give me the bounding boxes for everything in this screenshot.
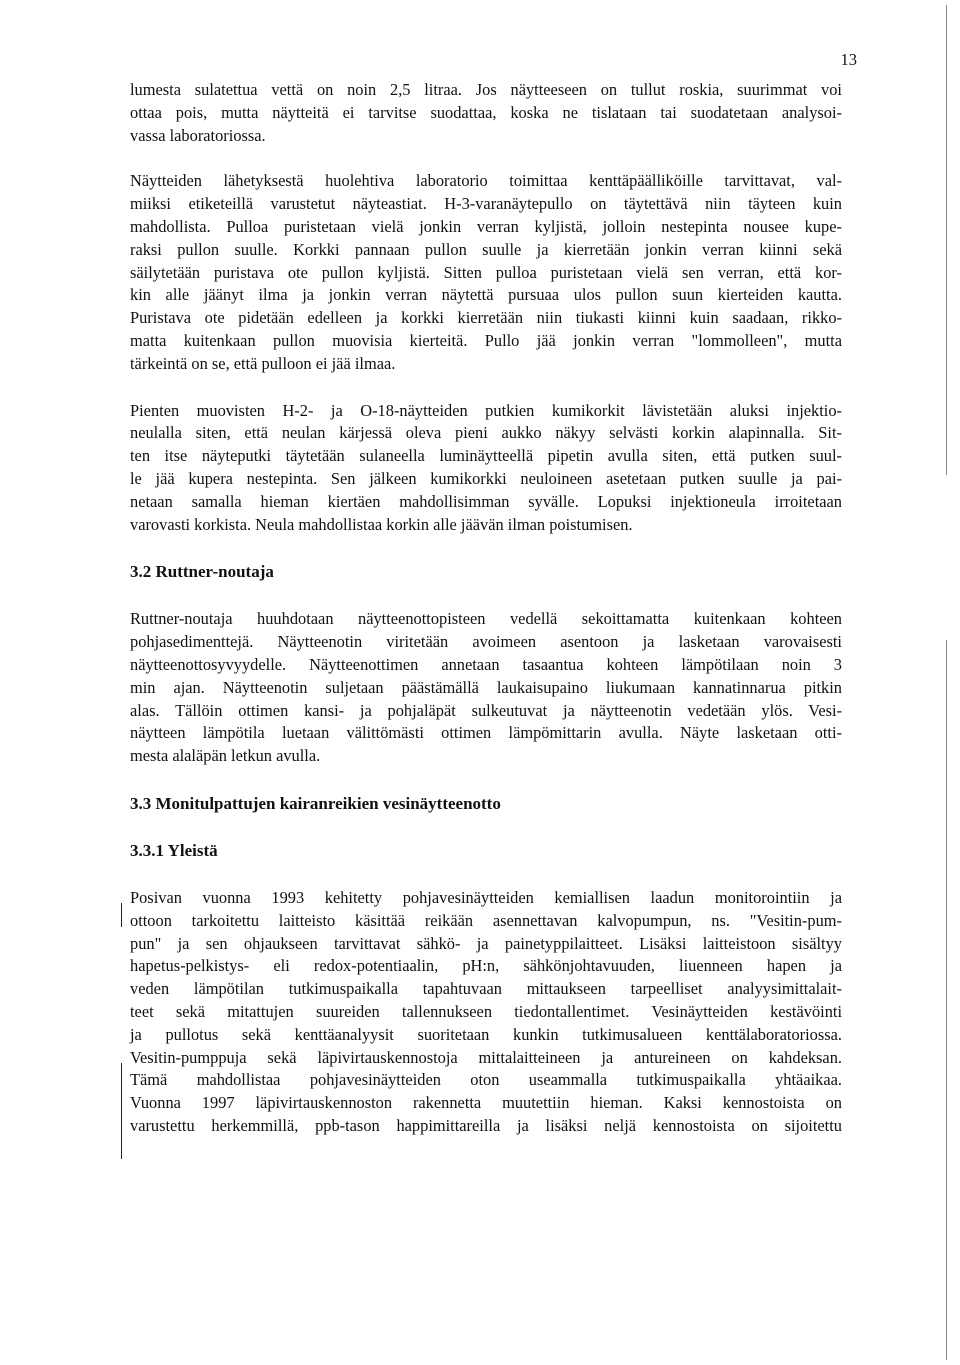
text-line: ja pullotus sekä kenttäanalyysit suoritetaan kunkin tutkimusalueen kenttälaboratoriossa. bbox=[130, 1024, 842, 1044]
paragraph-snow-sample bbox=[130, 79, 842, 147]
text-line: alas. Tällöin ottimen kansi- ja pohjaläpät sulkeutuvat ja näytteenotin vedetään ylös. Vesi- bbox=[130, 700, 842, 720]
text-line: Näytteiden lähetyksestä huolehtiva laboratorio toimittaa kenttäpäälliköille tarvittavat, val- bbox=[130, 171, 842, 191]
text-line: vassa laboratoriossa. bbox=[130, 125, 266, 145]
paragraph-tube-filling bbox=[130, 400, 842, 537]
text-line: tärkeintä on se, että pulloon ei jää ilmaa. bbox=[130, 353, 396, 373]
change-bar-1 bbox=[121, 903, 122, 927]
text-line: mahdollista. Pulloa puristetaan vielä jonkin verran kyljistä, jolloin nestepinta nousee kupe- bbox=[130, 216, 842, 236]
text-line: näytteenottosyvyydelle. Näytteenottimen annetaan tasaantua kohteen lämpötilaan noin 3 bbox=[130, 654, 842, 674]
text-line: Ruttner-noutaja huuhdotaan näytteenottopisteen vedellä sekoittamatta kuitenkaan kohteen bbox=[130, 609, 842, 629]
text-line: mesta alaläpän letkun avulla. bbox=[130, 746, 321, 766]
text-line: ottaa pois, mutta näytteitä ei tarvitse suodattaa, koska ne tislataan tai suodatetaan analysoi- bbox=[130, 102, 842, 122]
text-line: ten itse näyteputki täytetään sulaneella luminäytteellä pipetin avulla siten, että putken suul- bbox=[130, 446, 842, 466]
page-number: 13 bbox=[840, 50, 857, 69]
text-line: lumesta sulatettua vettä on noin 2,5 litraa. Jos näytteeseen on tullut roskia, suurimmat voi bbox=[130, 80, 842, 99]
text-line: kin alle jäänyt ilma ja jonkin verran näytettä pursuaa ulos pullon suun kierteiden kautta. bbox=[130, 285, 842, 305]
text-line: min ajan. Näytteenotin suljetaan päästämällä laukaisupaino liukumaan kannatinnarua pitkin bbox=[130, 677, 842, 697]
text-line: pun" ja sen ohjaukseen tarvittavat sähkö- ja painetyppilaitteet. Lisäksi laitteistoon sisältyy bbox=[130, 933, 842, 953]
text-line: hapetus-pelkistys- eli redox-potentiaalin, pH:n, sähkönjohtavuuden, liuenneen hapen ja bbox=[130, 956, 842, 976]
text-line: varustettu herkemmillä, ppb-tason happimittareilla ja lisäksi neljä kennostoista on sijoitettu bbox=[130, 1115, 842, 1135]
paragraph-posiva-equipment bbox=[130, 887, 842, 1138]
text-line: le jää kupera nestepinta. Sen jälkeen kumikorkki neuloineen asetetaan putken suulle ja pai- bbox=[130, 468, 842, 488]
paragraph-ruttner-sampler bbox=[130, 608, 842, 768]
text-line: Puristava ote pidetään edelleen ja korkki kierretään niin tiukasti kiinni kuin saadaan, rikko- bbox=[130, 308, 842, 328]
text-line: pohjasedimenttejä. Näytteenotin viritetään avoimeen asentoon ja lasketaan varovaisesti bbox=[130, 632, 842, 652]
text-line: matta kuitenkaan pullon muovisia kierteitä. Pullo jää jonkin verran "lommolleen", mutta bbox=[130, 330, 842, 350]
text-line: raksi pullon suulle. Korkki pannaan pullon suulle ja kierretään jonkin verran kiinni sekä bbox=[130, 239, 842, 259]
section-heading-3-2: 3.2 Ruttner-noutaja bbox=[130, 562, 274, 582]
paragraph-bottle-handling bbox=[130, 170, 842, 375]
text-line: Vuonna 1997 läpivirtauskennoston rakennetta muutettiin hieman. Kaksi kennostoista on bbox=[130, 1093, 842, 1113]
text-line: Pienten muovisten H-2- ja O-18-näytteiden putkien kumikorkit lävistetään aluksi injektio- bbox=[130, 400, 842, 420]
text-line: säilytetään puristava ote pullon kyljistä. Sitten pulloa puristetaan vielä sen verran, että kor- bbox=[130, 262, 842, 282]
text-line: netaan samalla hieman kiertäen mahdollisimman syvälle. Lopuksi injektioneula irroitetaan bbox=[130, 491, 842, 511]
margin-scan-line-top bbox=[946, 5, 947, 475]
change-bar-2 bbox=[121, 1063, 122, 1159]
text-line: näytteen lämpötila luetaan välittömästi ottimen lämpömittarin avulla. Näyte lasketaan otti- bbox=[130, 723, 842, 743]
margin-scan-line-bottom bbox=[946, 640, 947, 1360]
document-body bbox=[130, 79, 842, 1138]
text-line: Vesitin-pumppuja sekä läpivirtauskennostoja mittalaitteineen ja antureineen on kahdeksan. bbox=[130, 1047, 842, 1067]
text-line: teet sekä mitattujen suureiden tallennukseen tiedontallentimet. Vesinäytteiden kestävöinti bbox=[130, 1001, 842, 1021]
text-line: varovasti korkista. Neula mahdollistaa korkin alle jäävän ilman poistumisen. bbox=[130, 514, 633, 534]
text-line: miiksi etiketeillä varustetut näyteastiat. H-3-varanäytepullo on täytettävä niin täyteen kuin bbox=[130, 194, 842, 214]
section-heading-3-3: 3.3 Monitulpattujen kairanreikien vesinäytteenotto bbox=[130, 793, 501, 813]
text-line: neulalla siten, että neulan kärjessä oleva pieni aukko näkyy selvästi korkin alapinnalla. Sit- bbox=[130, 423, 842, 443]
text-line: Posivan vuonna 1993 kehitetty pohjavesinäytteiden kemiallisen laadun monitorointiin ja bbox=[130, 887, 842, 907]
text-line: Tämä mahdollistaa pohjavesinäytteiden oton useammalla tutkimuspaikalla yhtäaikaa. bbox=[130, 1070, 842, 1090]
text-line: ottoon tarkoitettu laitteisto käsittää reikään asennettavan kalvopumpun, ns. "Vesitin-pum- bbox=[130, 910, 842, 930]
text-line: veden lämpötilan tutkimuspaikalla tapahtuvaan mittaukseen tarpeelliset analyysimittalait- bbox=[130, 979, 842, 999]
section-heading-3-3-1: 3.3.1 Yleistä bbox=[130, 840, 218, 860]
